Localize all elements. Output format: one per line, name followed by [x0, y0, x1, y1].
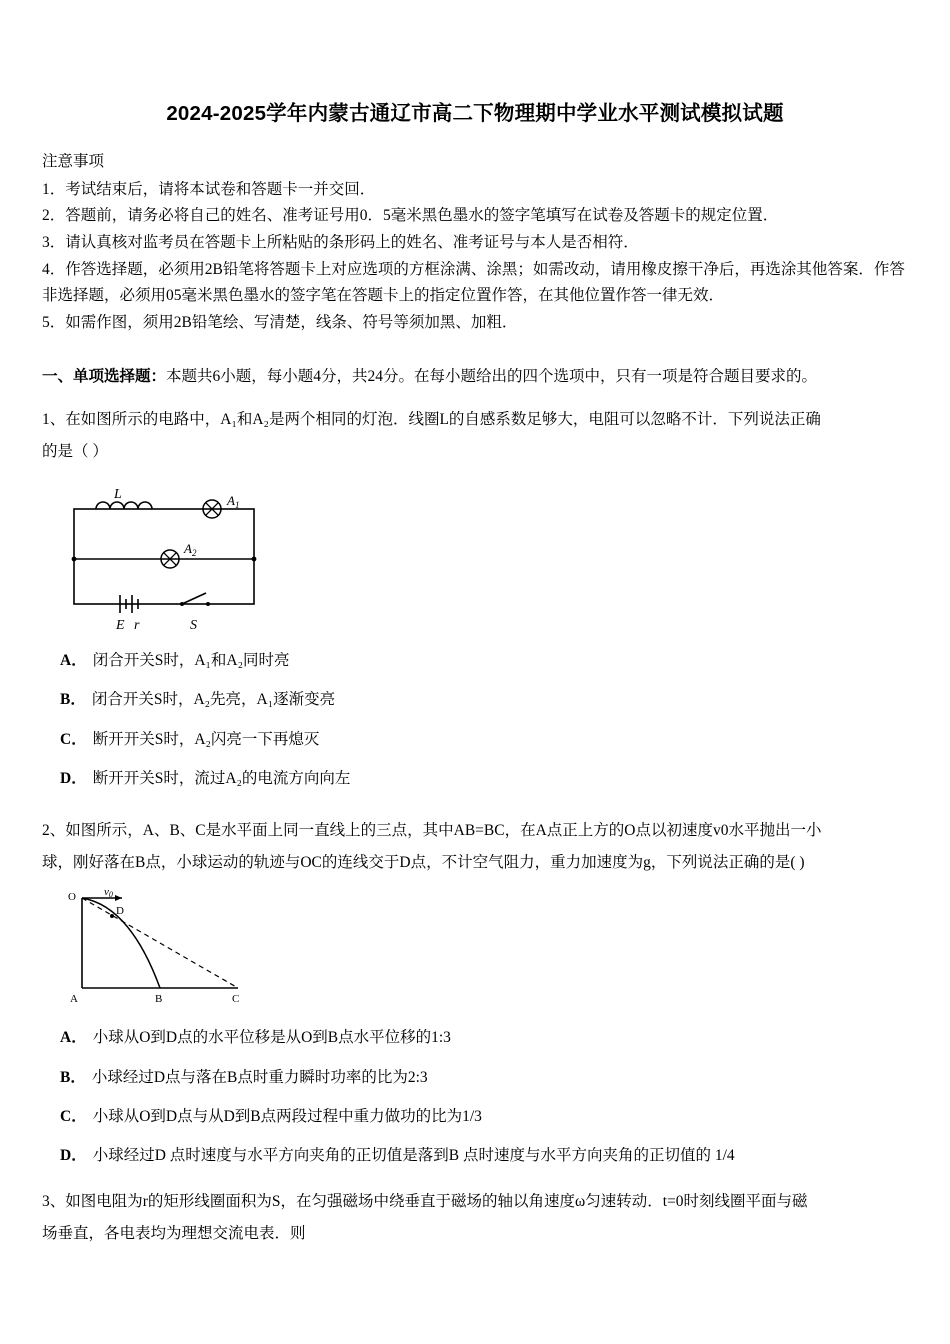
- option-text: 断开开关S时，A₂闪亮一下再熄灭: [92, 730, 320, 748]
- question-1: [42, 405, 908, 794]
- question-3-text: 如图电阻为r的矩形线圈面积为S，在匀强磁场中绕垂直于磁场的轴以角速度ω匀速转动．t=0时刻线圈平面与磁: [65, 1192, 808, 1210]
- notice-item: 5．如需作图，须用2B铅笔绘、写清楚，线条、符号等须加黑、加粗．: [42, 313, 518, 331]
- option-label: C．: [60, 730, 87, 748]
- option-label: D．: [60, 770, 87, 788]
- question-1-line2: 的是（ ）: [42, 442, 108, 460]
- page-title: 2024-2025学年内蒙古通辽市高二下物理期中学业水平测试模拟试题: [166, 102, 784, 125]
- question-2-line2: 球，刚好落在B点，小球运动的轨迹与OC的连线交于D点，不计空气阻力，重力加速度为g，下列说法正确的是( ): [42, 853, 805, 871]
- question-1-option-a: [60, 646, 908, 675]
- option-text: 闭合开关S时，A₂先亮，A₁逐渐变亮: [91, 691, 336, 709]
- switch-label: S: [190, 617, 197, 631]
- circuit-diagram: [62, 481, 282, 631]
- inductor-label: L: [114, 486, 122, 502]
- resistance-label: r: [134, 617, 140, 631]
- lamp2-label: $A_2$: [184, 540, 197, 558]
- question-2-option-a: [60, 1023, 908, 1052]
- notice-item: 3．请认真核对监考员在答题卡上所粘贴的条形码上的姓名、准考证号与本人是否相符．: [42, 234, 639, 251]
- notice-heading: 注意事项: [42, 152, 105, 170]
- question-1-line1: [42, 405, 908, 435]
- question-3-line1: [42, 1187, 908, 1217]
- question-1-option-d: [60, 764, 908, 793]
- origin-label: O: [68, 891, 76, 904]
- option-label: A．: [60, 1029, 87, 1047]
- part-one-heading: [42, 363, 908, 391]
- question-3-number: 3、: [42, 1192, 66, 1210]
- question-1-figure: [62, 481, 908, 636]
- question-3: [42, 1187, 908, 1249]
- lamp1-label: $A_1$: [227, 492, 240, 510]
- option-label: B．: [60, 1068, 86, 1086]
- projectile-diagram: [60, 888, 260, 1008]
- question-2-option-c: [60, 1102, 908, 1131]
- option-label: D．: [60, 1147, 87, 1165]
- question-1-text: 在如图所示的电路中，A₁和A₂是两个相同的灯泡．线圈L的自感系数足够大，电阻可以忽略不计．下列说法正确: [65, 410, 821, 428]
- pointB-label: B: [155, 993, 163, 1006]
- question-3-line2: 场垂直，各电表均为理想交流电表．则: [42, 1225, 306, 1243]
- option-text: 小球经过D点与落在B点时重力瞬时功率的比为2:3: [91, 1068, 428, 1086]
- question-1-option-b: [60, 685, 908, 714]
- part-one-heading-bold: 一、单项选择题：: [42, 367, 167, 385]
- question-2-text: 如图所示，A、B、C是水平面上同一直线上的三点，其中AB=BC，在A点正上方的O点以初速度v0水平抛出一小: [65, 821, 822, 839]
- question-2-option-d: [60, 1141, 908, 1170]
- question-2-figure: [60, 888, 908, 1013]
- question-2-number: 2、: [42, 821, 66, 839]
- option-text: 断开开关S时，流过A₂的电流方向向左: [92, 770, 351, 788]
- pointA-label: A: [70, 993, 78, 1006]
- option-label: A．: [60, 651, 87, 669]
- option-text: 小球从O到D点的水平位移是从O到B点水平位移的1:3: [92, 1029, 451, 1047]
- part-one-heading-rest: 本题共6小题，每小题4分，共24分。在每小题给出的四个选项中，只有一项是符合题目要求的。: [166, 367, 818, 385]
- pointD-label: D: [116, 905, 124, 918]
- notice-item: 1．考试结束后，请将本试卷和答题卡一并交回．: [42, 180, 376, 198]
- notice-item: 2．答题前，请务必将自己的姓名、准考证号用0．5毫米黑色墨水的签字笔填写在试卷及答题卡的规定位置．: [42, 207, 779, 225]
- question-2: [42, 816, 908, 1171]
- question-1-number: 1、: [42, 410, 66, 428]
- notice-item: 4．作答选择题，必须用2B铅笔将答题卡上对应选项的方框涂满、涂黑；如需改动，请用橡皮擦干净后，再选涂其他答案．作答非选择题，必须用05毫米黑色墨水的签字笔在答题卡上的指定位置作答，在其他位置作答一律无效．: [42, 260, 905, 305]
- option-text: 小球经过D 点时速度与水平方向夹角的正切值是落到B 点时速度与水平方向夹角的正切值的 1/4: [92, 1147, 735, 1165]
- option-label: B．: [60, 691, 86, 709]
- notice-list: [42, 177, 908, 337]
- option-label: C．: [60, 1108, 87, 1126]
- question-2-line1: [42, 816, 908, 846]
- question-2-option-b: [60, 1063, 908, 1092]
- velocity-label: v0: [104, 888, 113, 900]
- pointC-label: C: [232, 993, 240, 1006]
- option-text: 闭合开关S时，A₁和A₂同时亮: [92, 651, 290, 669]
- battery-label: E: [116, 617, 125, 631]
- question-1-option-c: [60, 725, 908, 754]
- option-text: 小球从O到D点与从D到B点两段过程中重力做功的比为1/3: [92, 1108, 482, 1126]
